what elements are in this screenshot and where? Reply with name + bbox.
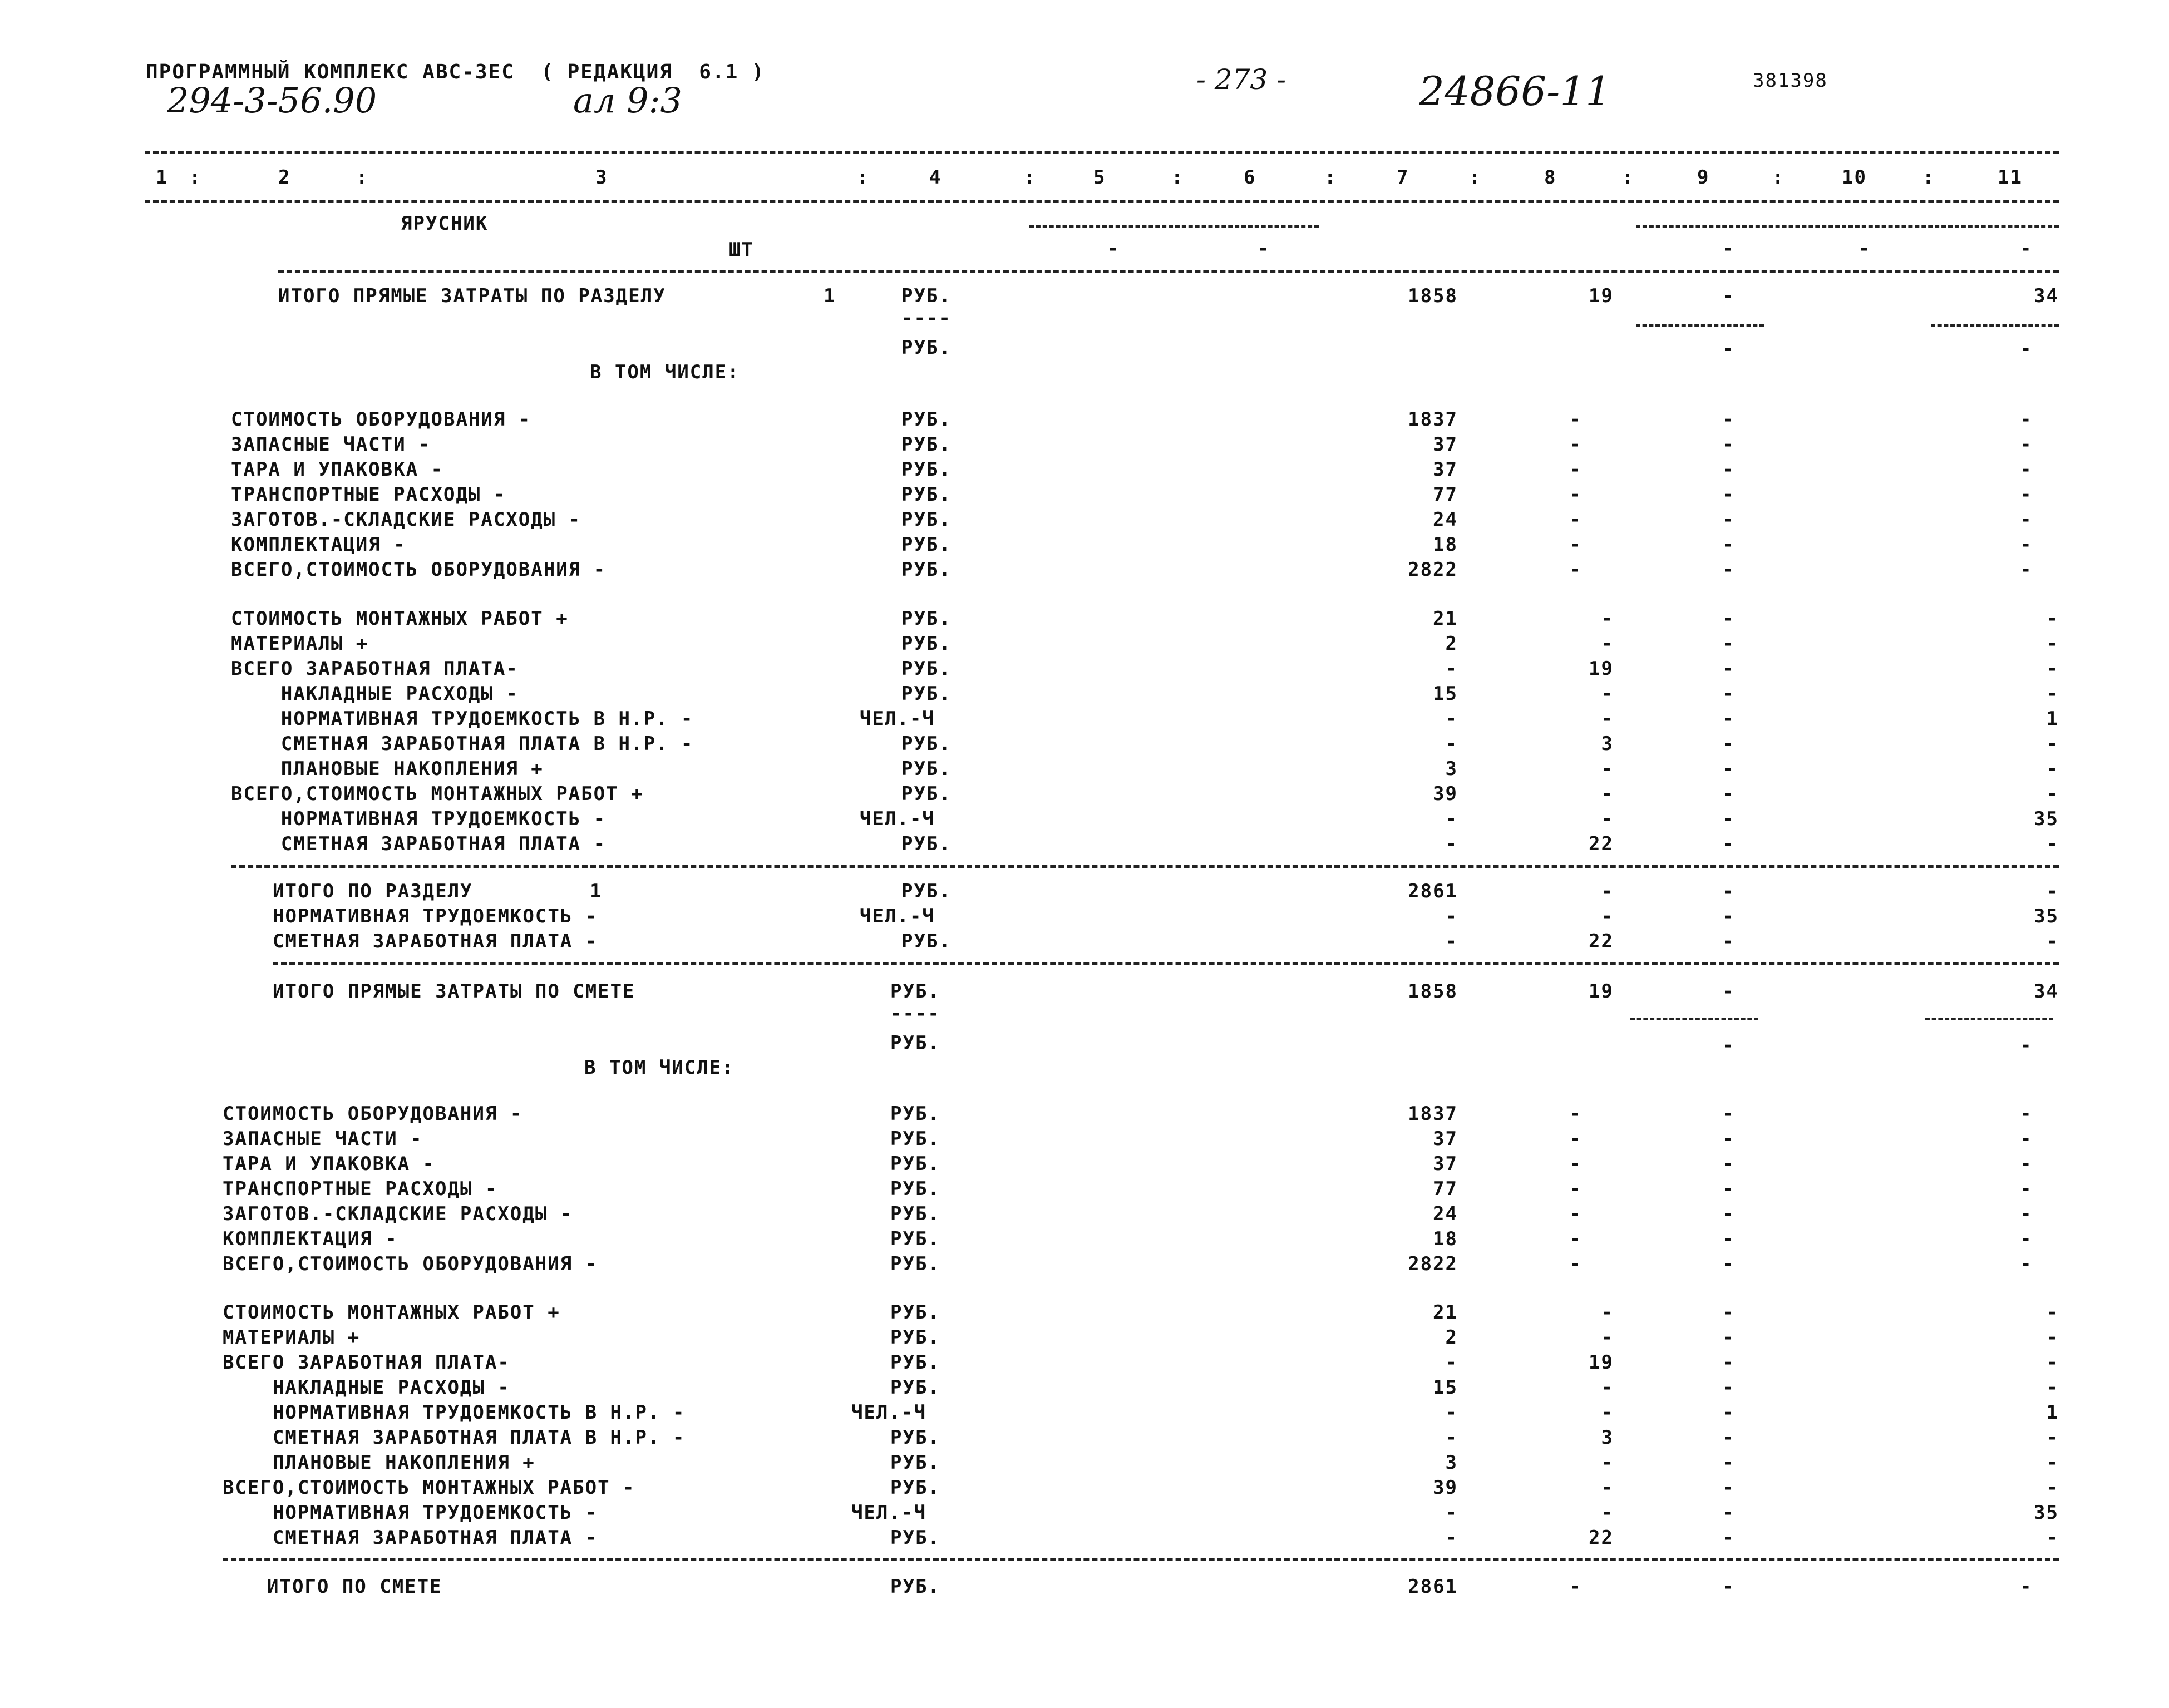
header-rule-top — [145, 151, 2059, 154]
col-9: 9 — [1697, 166, 1710, 189]
item-yarusnik-unit: ШТ — [729, 239, 754, 261]
handwritten-code: 294-3-56.90 — [167, 80, 377, 121]
col-7: 7 — [1397, 166, 1409, 189]
col-3: 3 — [595, 166, 608, 189]
estimate-including-heading: В ТОМ ЧИСЛЕ: — [584, 1057, 734, 1079]
col-11: 11 — [1998, 166, 2023, 189]
col-4: 4 — [929, 166, 942, 189]
page-number: - 273 - — [1196, 63, 1286, 96]
col-6: 6 — [1244, 166, 1256, 189]
section-total-direct-label: ИТОГО ПРЯМЫЕ ЗАТРАТЫ ПО РАЗДЕЛУ — [278, 285, 666, 307]
col-8: 8 — [1544, 166, 1557, 189]
estimate-total-direct-label: ИТОГО ПРЯМЫЕ ЗАТРАТЫ ПО СМЕТЕ — [273, 980, 635, 1003]
col-10: 10 — [1842, 166, 1867, 189]
document-code: 24866-11 — [1419, 68, 1611, 115]
right-code: 381398 — [1753, 70, 1828, 92]
header-rule-bottom — [145, 200, 2059, 203]
col-2: 2 — [278, 166, 291, 189]
handwritten-album: ал 9:3 — [573, 80, 682, 121]
col-1: 1 — [156, 166, 169, 189]
item-yarusnik: ЯРУСНИК — [401, 213, 489, 235]
section-including-heading: В ТОМ ЧИСЛЕ: — [590, 361, 740, 383]
col-5: 5 — [1093, 166, 1106, 189]
program-title: ПРОГРАММНЫЙ КОМПЛЕКС АВС-ЗЕС ( РЕДАКЦИЯ 6.1 ) — [146, 61, 765, 83]
